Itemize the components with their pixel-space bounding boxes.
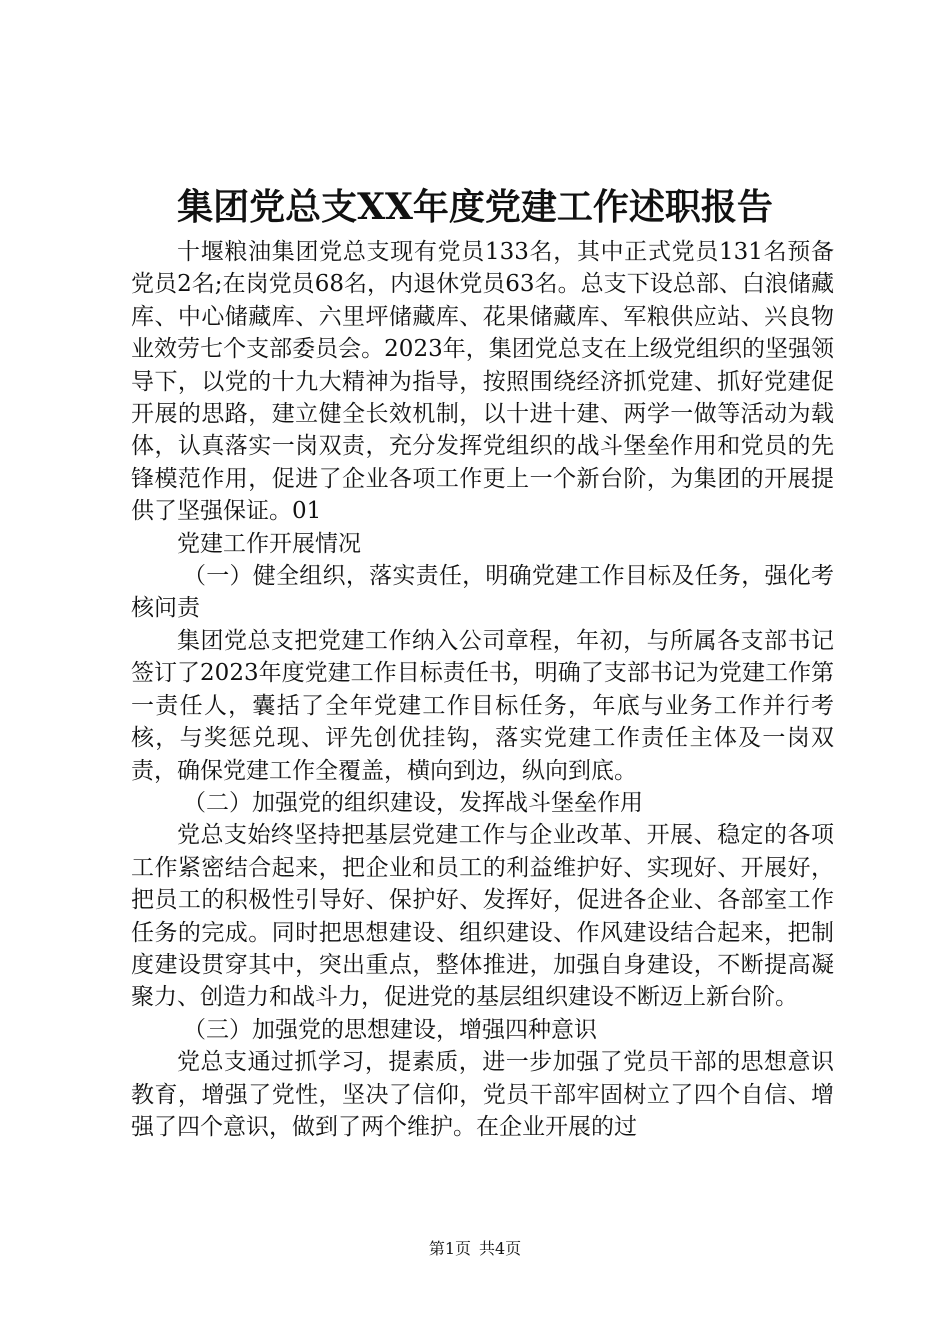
subsection-heading-2: （二）加强党的组织建设，发挥战斗堡垒作用 [183, 789, 643, 816]
page-total: 共4页 [479, 1239, 522, 1258]
section-heading: 党建工作开展情况 [177, 530, 361, 557]
page-footer [0, 1238, 950, 1260]
document-body [131, 236, 834, 1143]
subsection-heading-3: （三）加强党的思想建设，增强四种意识 [183, 1016, 597, 1043]
intro-paragraph: 十堰粮油集团党总支现有党员133名，其中正式党员131名预备党员2名;在岗党员68名，内退休党员63名。总支下设总部、白浪储藏库、中心储藏库、六里坪储藏库、花果储藏库、军粮供应站、兴良物业效劳七个支部委员会。2023年，集团党总支在上级党组织的坚强领导下，以党的十九大精神为指导，按照围绕经济抓党建、抓好党建促开展的思路，建立健全长效机制，以十进十建、两学一做等活动为载体，认真落实一岗双责，充分发挥党组织的战斗堡垒作用和党员的先锋模范作用，促进了企业各项工作更上一个新台阶，为集团的开展提供了坚强保证。01 [131, 239, 834, 525]
page-number: 第1页 [428, 1239, 471, 1258]
subsection-body-3: 党总支通过抓学习，提素质，进一步加强了党员干部的思想意识教育，增强了党性，坚决了信仰，党员干部牢固树立了四个自信、增强了四个意识，做到了两个维护。在企业开展的过 [131, 1049, 834, 1140]
document-title: 集团党总支XX年度党建工作述职报告 [177, 186, 773, 228]
subsection-body-2: 党总支始终坚持把基层党建工作与企业改革、开展、稳定的各项工作紧密结合起来，把企业和员工的利益维护好、实现好、开展好，把员工的积极性引导好、保护好、发挥好，促进各企业、各部室工作任务的完成。同时把思想建设、组织建设、作风建设结合起来，把制度建设贯穿其中，突出重点，整体推进，加强自身建设，不断提高凝聚力、创造力和战斗力，促进党的基层组织建设不断迈上新台阶。 [131, 822, 834, 1011]
subsection-body-1: 集团党总支把党建工作纳入公司章程，年初，与所属各支部书记签订了2023年度党建工作目标责任书，明确了支部书记为党建工作第一责任人，囊括了全年党建工作目标任务，年底与业务工作并行考核，与奖惩兑现、评先创优挂钩，落实党建工作责任主体及一岗双责，确保党建工作全覆盖，横向到边，纵向到底。 [131, 627, 834, 784]
subsection-heading-1: （一）健全组织，落实责任，明确党建工作目标及任务，强化考核问责 [131, 563, 834, 622]
